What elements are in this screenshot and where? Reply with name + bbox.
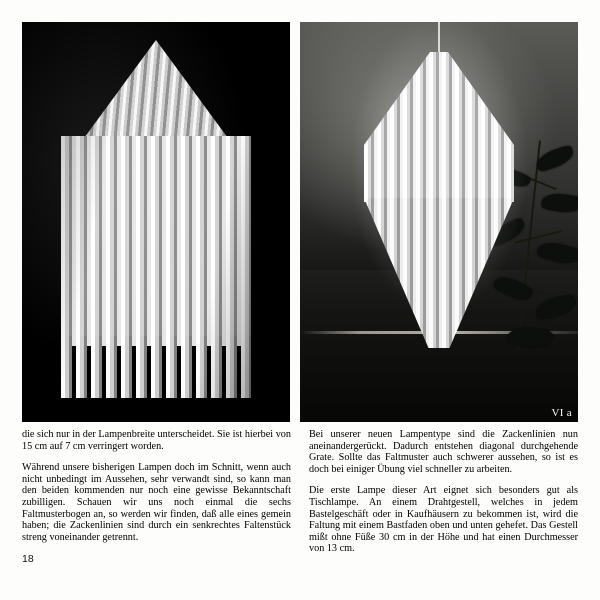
figure-left-pleated-fan	[22, 22, 290, 422]
left-text-column	[22, 429, 291, 555]
lamp-lower-section	[364, 198, 514, 348]
figure-label: VI a	[551, 407, 572, 419]
paragraph: Bei unserer neuen Lampentype sind die Zackenlinien nun aneinandergerückt. Dadurch entstehen diagonal durchgehende Grate. Sollte das Faltmuster auch schwerer aussehen, so ist es doch bei einiger Übung viel schneller zu arbeiten.	[309, 429, 578, 475]
figure-right-hanging-lamp	[300, 22, 578, 422]
lamp-cord	[438, 22, 440, 56]
paragraph: Die erste Lampe dieser Art eignet sich besonders gut als Tischlampe. An einem Drahtgestell, welches in jedem Bastelgeschäft oder in Kaufhäusern zu bekommen ist, wird die Faltung mit einem Bastfaden oben und unten gehefet. Das Gestell mißt ohne Füße 30 cm in der Höhe und hat einen Durchmesser von 13 cm.	[309, 485, 578, 555]
fan-bottom-teeth	[61, 336, 251, 398]
lamp-upper-section	[364, 52, 514, 202]
folded-paper-lamp	[357, 52, 521, 352]
body-text	[22, 429, 578, 555]
fan-lamp-illustration	[56, 40, 256, 410]
fan-body-pleats	[61, 136, 251, 346]
figure-band	[22, 22, 578, 422]
right-text-column	[309, 429, 578, 555]
page-number: 18	[22, 553, 34, 565]
paragraph: Während unsere bisherigen Lampen doch im Schnitt, wenn auch nicht unbedingt im Aussehen, sehr verwandt sind, so kann man den beiden kommenden nur noch eine gewisse Bekanntschaft zubilligen. Schauen wir uns noch einmal die sechs Faltmusterbogen an, so werden wir finden, daß alle eines gemein haben; die Zackenlinien sind durch ein senkrechtes Faltenstück streng voneinander getrennt.	[22, 462, 291, 543]
paragraph: die sich nur in der Lampenbreite unterscheidet. Sie ist hierbei von 15 cm auf 7 cm verringert worden.	[22, 429, 291, 452]
